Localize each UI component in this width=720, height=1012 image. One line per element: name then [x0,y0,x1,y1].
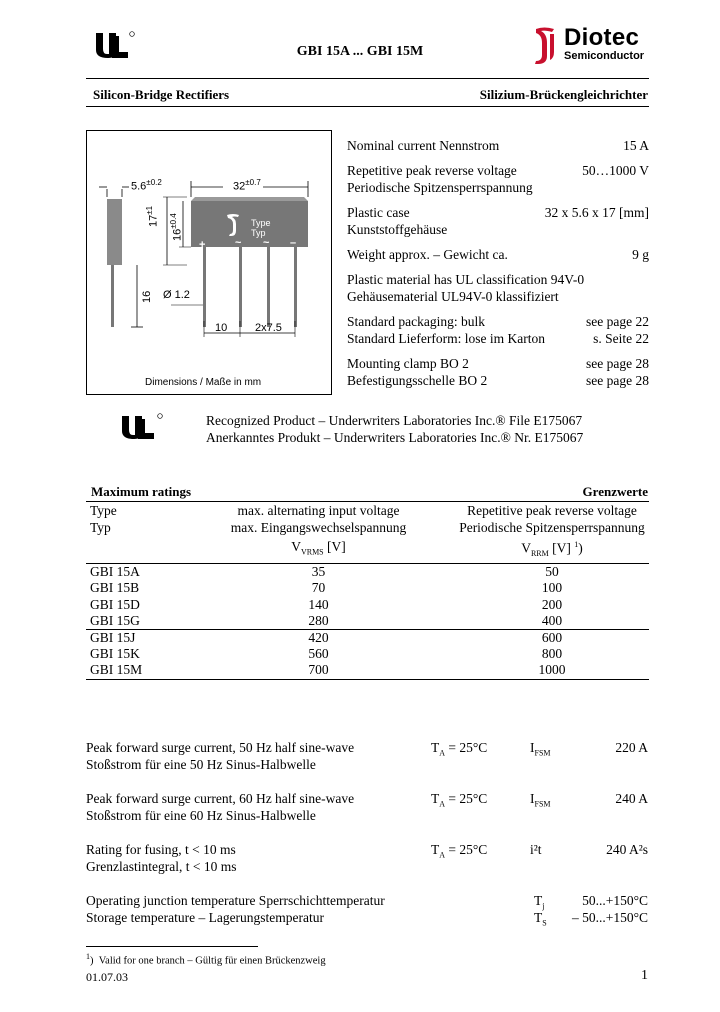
table-row: GBI 15M 700 1000 [86,662,649,679]
brand-name: Diotec [564,24,640,51]
header-rule-bottom [86,106,649,107]
grenzwerte-heading: Grenzwerte [582,484,648,499]
spec-item: Nominal current Nennstrom 15 A [347,138,649,153]
surge-50hz-value: 220 A [615,740,648,755]
dim-lead: 16 [141,290,153,303]
package-outline [87,131,331,394]
drawing-caption: Dimensions / Maße in mm [145,377,262,388]
brand-subtitle: Semiconductor [564,50,645,62]
spec-list [347,137,649,397]
ratings-table: Type max. alternating input voltage Repetitive peak reverse voltage Typ max. Eingangswechselspannung Periodische Spitzensperrspannung $V_{VRMS}$ [V] $V_{RRM}$ [V] $^1$) GBI 15A 35 50 GBI 15B 70 100 GBI 15D 140 200 GBI 15G 280 400 GBI 15J 420 600 GBI 15K 560 800 GBI 15M 700 1000 [86,502,649,680]
dim-thickness: $5.6^{\pm 0.2}$ [131,178,162,193]
document-title: GBI 15A ... GBI 15M [296,44,424,59]
fusing-cond: $T_A = 25^\circ C$ [431,842,488,860]
pin-plus: + [199,239,206,251]
vrms-symbol: $V_{VRMS}$ [V] [182,536,419,564]
table-row: GBI 15G 280 400 [86,613,649,630]
vrrm-symbol: $V_{RRM}$ [V] $^1$) [419,536,649,564]
spec-item: Standard packaging: bulk see page 22 Standard Lieferform: lose im Karton s. Seite 22 [347,314,649,346]
header-rule-top [86,78,649,79]
diotec-logo-icon [530,26,562,66]
ul-recognition-text: Recognized Product – Underwriters Laboratories Inc.® File E175067 Anerkanntes Produkt – Underwriters Laboratories Inc.® Nr. E175067 [206,413,584,445]
surge-60hz-value: 240 A [615,791,648,806]
page-number: 1 [641,968,648,983]
dim-pitch-1: 10 [215,322,228,334]
footnote-rule [86,946,258,947]
dim-height: $17^{\pm 1}$ [145,205,160,227]
surge-50hz-symbol: $I_{FSM}$ [530,740,551,758]
storage-temp-symbol: $T_S$ [534,910,547,928]
pin-minus: – [290,237,297,249]
spec-item: Plastic material has UL classification 94V-0 Gehäusematerial UL94V-0 klassifiziert [347,272,585,304]
table-row: GBI 15K 560 800 [90,646,563,662]
table-row: GBI 15D 140 200 [90,596,563,612]
max-ratings-heading: Maximum ratings [91,484,192,499]
fusing-value: 240 A²s [606,842,648,857]
surge-60hz-symbol: $I_{FSM}$ [530,791,551,809]
ul-recognized-icon [120,410,166,442]
dimension-drawing [86,130,332,395]
dim-pitch-2: 2x7.5 [255,322,282,334]
surge-60hz-label: Peak forward surge current, 60 Hz half sine-wave Stoßstrom für eine 60 Hz Sinus-Halbwelle [86,791,355,823]
spec-item: Mounting clamp BO 2 see page 28 Befestigungsschelle BO 2 see page 28 [347,356,649,388]
spec-item: Weight approx. – Gewicht ca. 9 g [347,247,649,262]
pin-ac-1: ~ [235,237,242,249]
footer-date: 01.07.03 [86,970,128,984]
subtitle-en: Silicon-Bridge Rectifiers [93,87,230,102]
storage-temp-label: Storage temperature – Lagerungstemperatur [86,910,325,925]
table-row: GBI 15J 420 600 [90,630,563,645]
storage-temp-value: – 50...+150°C [571,910,648,925]
diotec-brand [530,26,670,66]
dim-body: $16^{\pm 0.4}$ [169,213,184,241]
table-row: GBI 15A 35 50 [90,564,559,580]
junction-temp-value: 50...+150°C [582,893,648,908]
junction-temp-label: Operating junction temperature Sperrschichttemperatur [86,893,385,908]
surge-50hz-cond: $T_A = 25^\circ C$ [431,740,488,758]
footnote: $^1$) Valid for one branch – Gültig für einen Brückenzweig [86,952,326,967]
spec-item: Plastic case 32 x 5.6 x 17 [mm] Kunststoffgehäuse [347,205,649,237]
subtitle-de: Silizium-Brückengleichrichter [479,87,648,102]
surge-50hz-label: Peak forward surge current, 50 Hz half sine-wave Stoßstrom für eine 50 Hz Sinus-Halbwelle [86,740,355,772]
fusing-symbol: i²t [530,842,542,857]
body-label: Type Typ [251,218,271,238]
fusing-label: Rating for fusing, t < 10 ms Grenzlastintegral, t < 10 ms [86,842,237,874]
table-row: GBI 15B 70 100 [90,580,563,596]
junction-temp-symbol: $T_j$ [534,893,545,911]
spec-item: Repetitive peak reverse voltage 50…1000 V Periodische Spitzensperrspannung [347,163,649,195]
dim-diameter: Ø 1.2 [163,289,190,301]
dim-length: $32^{\pm 0.7}$ [233,178,261,193]
surge-60hz-cond: $T_A = 25^\circ C$ [431,791,488,809]
pin-ac-2: ~ [263,237,270,249]
